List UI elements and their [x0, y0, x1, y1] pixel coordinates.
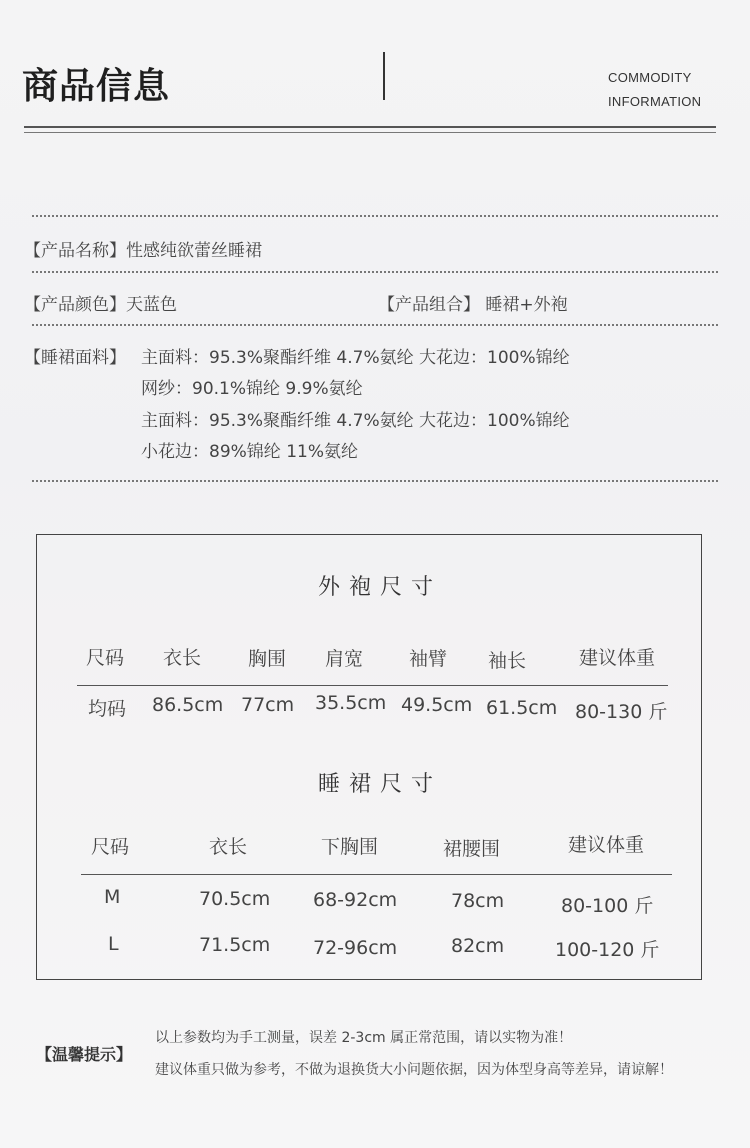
robe-cell-weight: 80-130 斤	[575, 701, 668, 723]
fabric-line-2: 网纱：90.1%锦纶 9.9%氨纶	[141, 379, 363, 399]
dotted-divider	[32, 480, 718, 482]
fabric-line-3: 主面料：95.3%聚酯纤维 4.7%氨纶 大花边：100%锦纶	[141, 411, 570, 431]
robe-cell-arm: 49.5cm	[401, 694, 473, 716]
dress-row-m-size: M	[104, 886, 121, 908]
dress-row-m-weight: 80-100 斤	[561, 895, 654, 917]
dress-row-m-underbust: 68-92cm	[313, 889, 398, 911]
product-combo-value: 睡裙+外袍	[485, 295, 568, 315]
robe-table-rule	[77, 685, 668, 686]
robe-cell-length: 86.5cm	[152, 694, 224, 716]
robe-cell-bust: 77cm	[241, 694, 295, 716]
dress-size-title: 睡裙尺寸	[318, 772, 443, 797]
tips-label: 【温馨提示】	[36, 1045, 133, 1064]
dress-row-m-waist: 78cm	[451, 890, 505, 912]
dotted-divider	[32, 271, 718, 273]
robe-header-bust: 胸围	[248, 648, 287, 670]
tips-line-2: 建议体重只做为参考，不做为退换货大小问题依据，因为体型身高等差异，请谅解！	[155, 1062, 673, 1078]
robe-cell-shoulder: 35.5cm	[315, 692, 387, 714]
dress-header-underbust: 下胸围	[321, 836, 379, 858]
product-combo-row	[378, 290, 568, 315]
product-color-value: 天蓝色	[126, 295, 177, 315]
robe-header-sleeve: 袖长	[488, 650, 527, 672]
product-name-row	[24, 236, 262, 261]
dress-header-size: 尺码	[91, 836, 130, 858]
product-color-row	[24, 290, 177, 315]
robe-cell-sleeve: 61.5cm	[486, 697, 558, 719]
dress-row-l-size: L	[108, 933, 119, 955]
robe-header-weight: 建议体重	[579, 647, 656, 669]
dress-row-l-underbust: 72-96cm	[313, 937, 398, 959]
dress-header-weight: 建议体重	[568, 834, 645, 856]
tips-line-1: 以上参数均为手工测量，误差 2-3cm 属正常范围，请以实物为准！	[155, 1030, 573, 1046]
dress-row-l-length: 71.5cm	[199, 934, 271, 956]
product-name-value: 性感纯欲蕾丝睡裙	[126, 241, 262, 261]
dress-table-rule	[81, 874, 672, 875]
robe-cell-size: 均码	[88, 698, 127, 720]
dress-row-l-waist: 82cm	[451, 935, 505, 957]
dotted-divider	[32, 215, 718, 217]
page-title: 商品信息	[22, 66, 171, 107]
header-divider	[383, 52, 385, 100]
robe-header-size: 尺码	[86, 647, 125, 669]
fabric-label: 【睡裙面料】	[24, 348, 126, 368]
dress-header-waist: 裙腰围	[443, 838, 501, 860]
product-name-label: 【产品名称】	[24, 241, 126, 261]
robe-size-title: 外袍尺寸	[318, 575, 443, 600]
robe-header-length: 衣长	[163, 647, 202, 669]
dotted-divider	[32, 324, 718, 326]
fabric-line-1: 主面料：95.3%聚酯纤维 4.7%氨纶 大花边：100%锦纶	[141, 348, 570, 368]
dress-header-length: 衣长	[209, 836, 248, 858]
fabric-line-4: 小花边：89%锦纶 11%氨纶	[141, 442, 358, 462]
product-combo-label: 【产品组合】	[378, 295, 480, 315]
subtitle-line-2: INFORMATION	[608, 94, 702, 109]
robe-header-shoulder: 肩宽	[325, 648, 364, 670]
dress-row-m-length: 70.5cm	[199, 888, 271, 910]
header-rule-thick	[24, 126, 716, 128]
robe-header-arm: 袖臂	[409, 648, 448, 670]
dress-row-l-weight: 100-120 斤	[555, 939, 660, 961]
product-color-label: 【产品颜色】	[24, 295, 126, 315]
subtitle-line-1: COMMODITY	[608, 70, 692, 85]
header-rule-thin	[24, 132, 716, 133]
header-subtitle	[608, 66, 701, 114]
